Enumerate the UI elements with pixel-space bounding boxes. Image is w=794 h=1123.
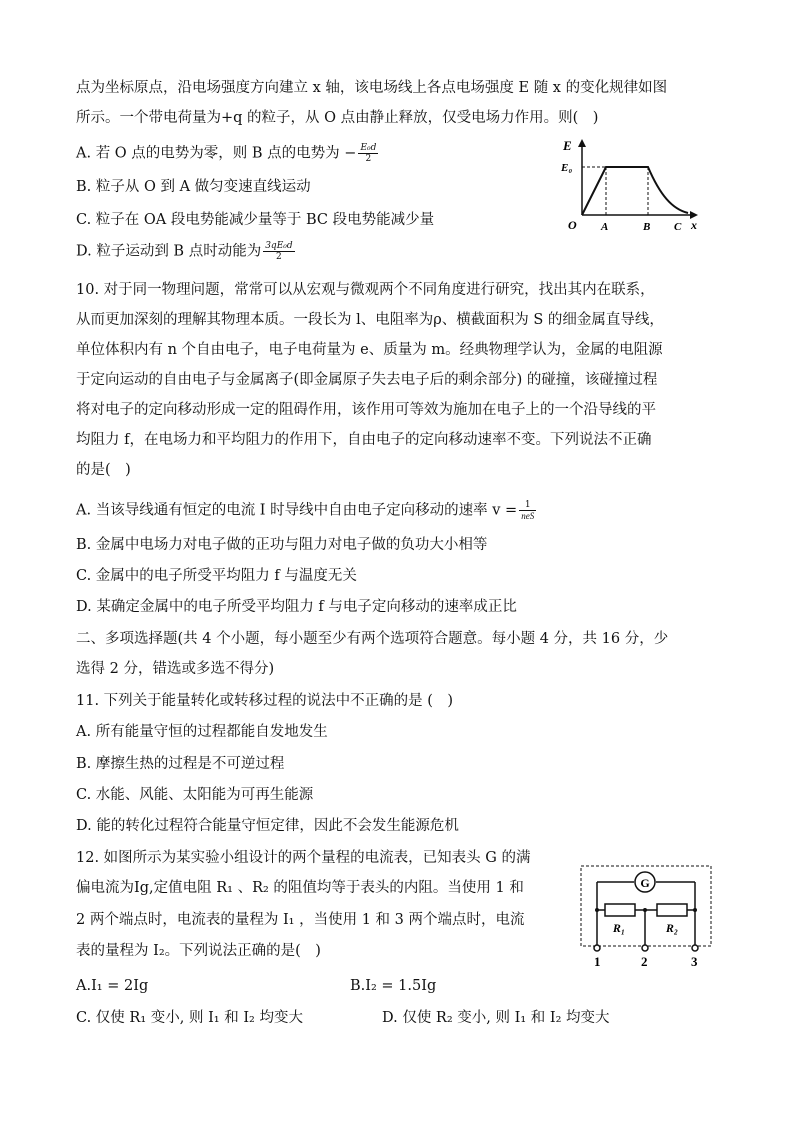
q9-stem-line-1: 点为坐标原点，沿电场强度方向建立 x 轴，该电场线上各点电场强度 E 随 x 的变化规律如图 <box>76 80 668 96</box>
resistor-r2-icon <box>657 904 687 916</box>
q10-stem-line-2: 从而更加深刻的理解其物理本质。一段长为 l、电阻率为ρ、横截面积为 S 的细金属直导线， <box>76 312 664 328</box>
q10-option-b: B. 金属中电场力对电子做的正功与阻力对电子做的负功大小相等 <box>76 537 488 553</box>
q10-option-a-fraction <box>519 500 536 521</box>
q10-option-c: C. 金属中的电子所受平均阻力 f 与温度无关 <box>76 568 357 584</box>
terminal-2-label: 2 <box>641 954 648 969</box>
q9-option-a <box>76 143 380 164</box>
q9-option-d-text: D. 粒子运动到 B 点时动能为 <box>76 243 262 260</box>
q12-option-b: B.I₂ = 1.5Ig <box>350 978 437 994</box>
graph-tick-c: C <box>674 221 682 233</box>
q9-stem-line-2: 所示。一个带电荷量为+q 的粒子，从 O 点由静止释放，仅受电场力作用。则( ) <box>76 110 599 126</box>
junction-center-icon <box>643 908 647 912</box>
q11-option-b: B. 摩擦生热的过程是不可逆过程 <box>76 756 285 772</box>
q12-stem-line-2: 偏电流为Ig,定值电阻 R₁ 、R₂ 的阻值均等于表头的内阻。当使用 1 和 <box>76 880 524 896</box>
q10-stem-line-5: 将对电子的定向移动形成一定的阻碍作用，该作用可等效为施加在电子上的一个沿导线的平 <box>76 402 656 418</box>
q11-stem: 11. 下列关于能量转化或转移过程的说法中不正确的是 ( ) <box>76 693 454 709</box>
q11-option-a: A. 所有能量守恒的过程都能自发地发生 <box>76 724 328 740</box>
q12-circuit-diagram <box>577 862 717 972</box>
graph-tick-b: B <box>643 221 651 233</box>
q10-option-a-numerator: 1 <box>519 500 536 511</box>
q9-option-a-denominator: 2 <box>365 154 372 164</box>
q9-option-a-text: A. 若 O 点的电势为零，则 B 点的电势为 − <box>76 145 357 162</box>
q12-option-c: C. 仅使 R₁ 变小, 则 I₁ 和 I₂ 均变大 <box>76 1010 303 1026</box>
q10-stem-line-4: 于定向运动的自由电子与金属离子(即金属原子失去电子后的剩余部分) 的碰撞，该碰撞过程 <box>76 372 658 388</box>
q10-stem-line-1: 10. 对于同一物理问题，常常可以从宏观与微观两个不同角度进行研究，找出其内在联系， <box>76 282 655 298</box>
q9-option-a-fraction <box>358 143 378 164</box>
q9-field-graph <box>556 135 706 235</box>
section2-heading-line-1: 二、多项选择题(共 4 个小题，每小题至少有两个选项符合题意。每小题 4 分，共 16 分，少 <box>76 631 669 647</box>
q10-stem-line-6: 均阻力 f，在电场力和平均阻力的作用下，自由电子的定向移动速率不变。下列说法不正确 <box>76 432 652 448</box>
q9-option-d-denominator: 2 <box>276 252 282 262</box>
resistor-r2-label: R₂ <box>665 921 679 935</box>
q10-option-d: D. 某确定金属中的电子所受平均阻力 f 与电子定向移动的速率成正比 <box>76 599 517 615</box>
field-curve <box>582 167 688 215</box>
q10-stem-line-3: 单位体积内有 n 个自由电子，电子电荷量为 e、质量为 m。经典物理学认为，金属的电阻源 <box>76 342 663 358</box>
q12-stem-line-1: 12. 如图所示为某实验小组设计的两个量程的电流表，已知表头 G 的满 <box>76 850 531 866</box>
terminal-1-label: 1 <box>594 954 601 969</box>
q11-option-d: D. 能的转化过程符合能量守恒定律，因此不会发生能源危机 <box>76 818 459 834</box>
q12-stem-line-4: 表的量程为 I₂。下列说法正确的是( ) <box>76 943 321 959</box>
graph-x-label: x <box>691 218 697 232</box>
graph-origin-label: O <box>568 218 577 232</box>
q9-option-a-numerator: E₀d <box>360 143 377 153</box>
q10-option-a <box>76 500 538 521</box>
resistor-r1-icon <box>605 904 635 916</box>
q10-option-a-text: A. 当该导线通有恒定的电流 I 时导线中自由电子定向移动的速率 v = <box>76 502 518 519</box>
y-axis-arrow-icon <box>578 139 586 147</box>
q9-option-d-fraction <box>263 241 294 262</box>
q9-option-c: C. 粒子在 OA 段电势能减少量等于 BC 段电势能减少量 <box>76 212 435 228</box>
q10-stem-line-7: 的是( ) <box>76 462 131 478</box>
resistor-r1-label: R₁ <box>612 921 626 935</box>
graph-y-label: E <box>563 138 572 153</box>
terminal-2-icon <box>642 945 648 951</box>
galvanometer-label: G <box>640 876 650 890</box>
q11-option-c: C. 水能、风能、太阳能为可再生能源 <box>76 787 314 803</box>
junction-right-icon <box>693 908 697 912</box>
graph-e0-label: E₀ <box>561 162 573 174</box>
q9-option-d <box>76 241 297 262</box>
q9-option-d-numerator: 3qE₀d <box>265 241 293 251</box>
terminal-3-icon <box>692 945 698 951</box>
terminal-1-icon <box>594 945 600 951</box>
graph-tick-a: A <box>601 221 609 233</box>
q9-option-b: B. 粒子从 O 到 A 做匀变速直线运动 <box>76 179 311 195</box>
section2-heading-line-2: 选得 2 分，错选或多选不得分) <box>76 661 275 677</box>
q12-option-d: D. 仅使 R₂ 变小, 则 I₁ 和 I₂ 均变大 <box>382 1010 610 1026</box>
junction-left-icon <box>595 908 599 912</box>
q12-option-a: A.I₁ = 2Ig <box>76 978 149 994</box>
terminal-3-label: 3 <box>691 954 698 969</box>
q12-stem-line-3: 2 两个端点时，电流表的量程为 I₁ ，当使用 1 和 3 两个端点时，电流 <box>76 912 525 928</box>
q10-option-a-denominator: neS <box>521 511 535 521</box>
